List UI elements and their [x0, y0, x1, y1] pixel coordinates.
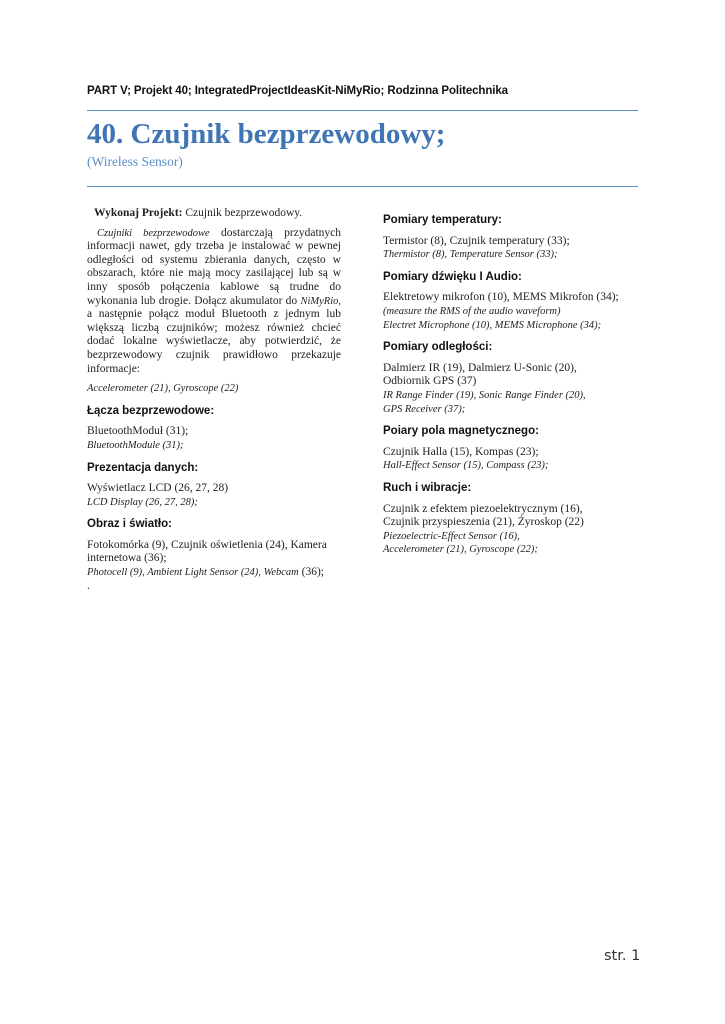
distance-en-2: GPS Receiver (37);: [383, 403, 466, 415]
left-column: [87, 207, 341, 593]
right-column: [383, 214, 638, 557]
temperature-pl: Termistor (8), Czujnik temperatury (33);: [383, 234, 570, 247]
motion-pl-2: Czujnik przyspieszenia (21), Żyroskop (22): [383, 516, 584, 529]
display-pl: Wyświetlacz LCD (26, 27, 28): [87, 482, 229, 495]
page-number: str. 1: [604, 948, 641, 964]
page-title: 40. Czujnik bezprzewodowy;: [87, 118, 446, 150]
image-en-webcam-num: (36);: [298, 566, 324, 579]
para-mid: dostarczają przydatnych informacji nawet, gdy trzeba je instalować w pewnej odległości od systemu zbierania danych, często w obszarach, które nie mają mocy zasilającej lub są w inny sposób połączenia kablowe są trudne do wykonania lub drogie. Dołącz akumulator do: [87, 226, 342, 307]
section-title-motion: Ruch i wibracje:: [383, 481, 472, 494]
project-name: Czujnik bezprzewodowy.: [185, 207, 303, 219]
project-intro: [94, 207, 341, 221]
header-divider: [87, 110, 638, 111]
title-divider: [87, 186, 638, 187]
temperature-en: Thermistor (8), Temperature Sensor (33);: [383, 249, 558, 261]
audio-en: Electret Microphone (10), MEMS Microphone (34);: [383, 319, 602, 331]
sensors-english: Accelerometer (21), Gyroscope (22): [87, 383, 239, 395]
display-en: LCD Display (26, 27, 28);: [87, 496, 198, 508]
image-trailing-dot: .: [87, 579, 90, 592]
image-pl: Fotokomórka (9), Czujnik oświetlenia (24), Kamera internetowa (36);: [87, 538, 327, 565]
running-header: PART V; Projekt 40; IntegratedProjectIdeasKit-NiMyRio; Rodzinna Politechnika: [87, 85, 508, 97]
image-en-ambient-num: (24),: [238, 567, 264, 579]
section-title-audio: Pomiary dźwięku I Audio:: [383, 270, 522, 283]
section-title-temperature: Pomiary temperatury:: [383, 214, 502, 226]
para-device: NiMyRio,: [300, 295, 341, 307]
section-title-display: Prezentacja danych:: [87, 461, 199, 474]
wireless-pl: BluetoothModuł (31);: [87, 425, 189, 438]
motion-pl-1: Czujnik z efektem piezoelektrycznym (16),: [383, 502, 583, 515]
magnetic-en: Hall-Effect Sensor (15), Compass (23);: [383, 460, 549, 472]
page-subtitle: (Wireless Sensor): [87, 154, 183, 169]
distance-pl-1: Dalmierz IR (19), Dalmierz U-Sonic (20),: [383, 361, 577, 374]
wireless-en: BluetoothModule (31);: [87, 439, 184, 451]
motion-en-2: Accelerometer (21), Gyroscope (22);: [383, 544, 538, 556]
image-en-ambient: Ambient Light Sensor: [147, 567, 239, 579]
section-title-magnetic: Poiary pola magnetycznego:: [383, 425, 539, 438]
distance-pl-2: Odbiornik GPS (37): [383, 375, 477, 388]
image-en: [87, 566, 341, 580]
para-end: a następnie połącz moduł Bluetooth z jednym lub większą liczbą czujników; możesz również chcieć dodać lokalne wyświetlacze, aby potwierdzić, że bezprzewodowy czujnik prawidłowo przekazuje informacje:: [87, 308, 341, 375]
section-title-wireless: Łącza bezprzewodowe:: [87, 404, 215, 417]
distance-en-1: IR Range Finder (19), Sonic Range Finder (20),: [383, 389, 586, 401]
magnetic-pl: Czujnik Halla (15), Kompas (23);: [383, 445, 539, 458]
section-title-image: Obraz i światło:: [87, 518, 172, 531]
section-title-distance: Pomiary odległości:: [383, 341, 493, 354]
project-label: Wykonaj Projekt:: [94, 207, 183, 219]
image-en-photocell: Photocell: [87, 567, 128, 579]
audio-pl: Elektretowy mikrofon (10), MEMS Mikrofon (34);: [383, 291, 619, 304]
description-paragraph: [87, 227, 341, 377]
audio-note: (measure the RMS of the audio waveform): [383, 305, 561, 317]
image-en-photocell-num: (9),: [127, 567, 148, 579]
motion-en-1: Piezoelectric-Effect Sensor (16),: [383, 530, 520, 542]
image-en-webcam: Webcam: [263, 567, 299, 579]
para-lead: Czujniki bezprzewodowe: [97, 227, 210, 239]
